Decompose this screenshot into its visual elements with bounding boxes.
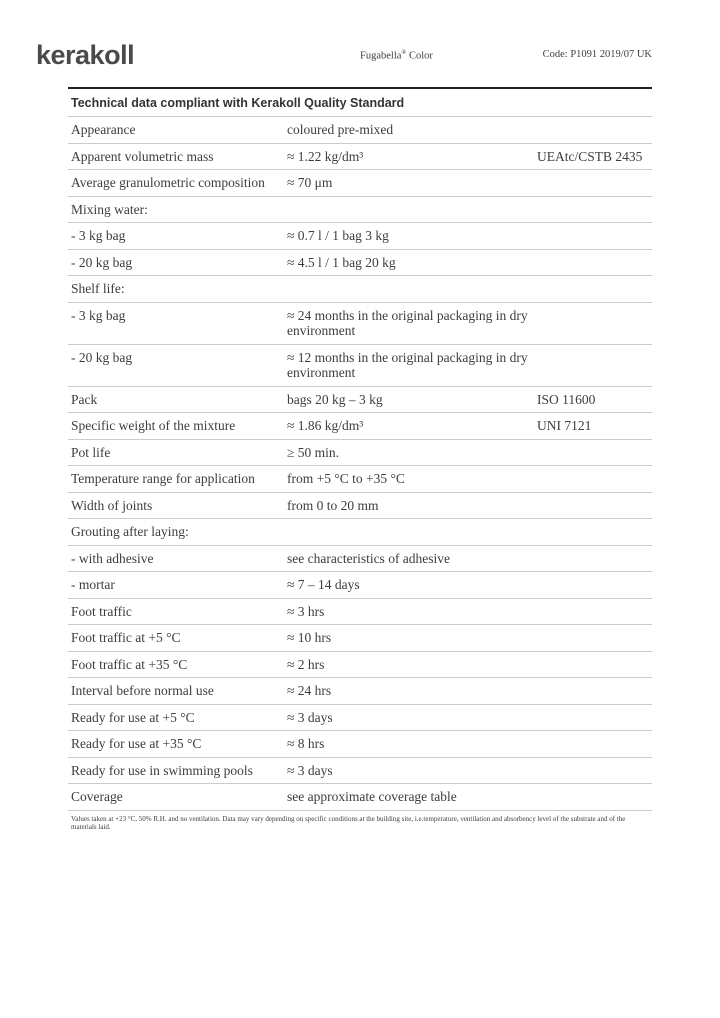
row-value: see characteristics of adhesive [287, 550, 451, 566]
table-row [68, 705, 652, 732]
table-row [68, 784, 652, 811]
row-value: ≈ 24 hrs [287, 683, 332, 698]
row-label: Pack [71, 391, 98, 407]
row-label: Coverage [71, 789, 123, 804]
row-label: Width of joints [71, 497, 153, 513]
row-label: - with adhesive [71, 550, 154, 566]
table-row [68, 572, 652, 599]
row-value: ≈ 3 days [287, 709, 333, 725]
table-row [68, 493, 652, 520]
table-row [68, 197, 652, 224]
row-value: ≈ 3 days [287, 762, 333, 778]
table-row [68, 144, 652, 171]
row-standard: UEAtc/CSTB 2435 [537, 148, 643, 164]
row-value: ≈ 0.7 l / 1 bag 3 kg [287, 228, 389, 243]
row-label: Interval before normal use [71, 683, 214, 698]
table-row [68, 345, 652, 387]
table-row [68, 758, 652, 785]
row-label: Mixing water: [71, 201, 148, 217]
row-label: Appearance [71, 122, 136, 137]
kerakoll-logo: kerakoll [36, 40, 135, 70]
row-label: Ready for use at +5 °C [71, 709, 195, 725]
table-row [68, 276, 652, 303]
registered-trademark-symbol: ® [401, 49, 407, 56]
row-value: ≈ 2 hrs [287, 656, 325, 672]
row-label: Average granulometric composition [71, 175, 265, 190]
row-value: ≈ 10 hrs [287, 630, 332, 645]
row-value: ≈ 8 hrs [287, 736, 325, 751]
table-row [68, 731, 652, 758]
row-value: see approximate coverage table [287, 789, 457, 804]
product-name-suffix: Color [406, 50, 433, 62]
row-label: Ready for use at +35 °C [71, 736, 202, 751]
row-label: Pot life [71, 444, 111, 460]
row-value: bags 20 kg – 3 kg [287, 391, 383, 407]
row-label: - 20 kg bag [71, 349, 133, 365]
table-row [68, 303, 652, 345]
table-row [68, 387, 652, 414]
row-label: - 20 kg bag [71, 254, 133, 270]
document-code: Code: P1091 2019/07 UK [542, 49, 652, 60]
row-value: ≈ 70 μm [287, 175, 333, 190]
table-row [68, 413, 652, 440]
table-row [68, 170, 652, 197]
row-label: Grouting after laying: [71, 524, 189, 539]
row-label: Temperature range for application [71, 471, 255, 486]
table-title: Technical data compliant with Kerakoll Quality Standard [68, 87, 652, 117]
row-value: ≈ 4.5 l / 1 bag 20 kg [287, 254, 396, 270]
row-label: Foot traffic at +35 °C [71, 656, 188, 672]
row-value: ≈ 3 hrs [287, 603, 325, 619]
table-row [68, 546, 652, 573]
product-name [360, 49, 433, 62]
table-row [68, 519, 652, 546]
row-value: ≈ 24 months in the original packaging in dry environment [287, 307, 528, 338]
row-label: Specific weight of the mixture [71, 418, 236, 433]
row-value: ≥ 50 min. [287, 444, 340, 460]
table-row [68, 117, 652, 144]
row-value: from 0 to 20 mm [287, 497, 379, 513]
row-value: ≈ 1.22 kg/dm³ [287, 148, 364, 164]
row-label: Shelf life: [71, 281, 125, 296]
table-row [68, 250, 652, 277]
table-row [68, 625, 652, 652]
row-value: coloured pre-mixed [287, 122, 394, 137]
row-value: ≈ 1.86 kg/dm³ [287, 418, 364, 433]
row-value: ≈ 7 – 14 days [287, 577, 360, 592]
technical-data-table [68, 87, 652, 832]
table-row [68, 466, 652, 493]
table-row [68, 223, 652, 250]
row-label: - 3 kg bag [71, 307, 126, 323]
row-value: ≈ 12 months in the original packaging in dry environment [287, 349, 528, 380]
table-footnote: Values taken at +23 °C, 50% R.H. and no ventilation. Data may vary depending on specific conditions at the building site, i.e.temperature, ventilation and absorbency level of the substrate and of the materials laid. [71, 814, 626, 831]
row-standard: UNI 7121 [537, 418, 592, 433]
row-label: - mortar [71, 577, 115, 592]
table-row [68, 678, 652, 705]
row-label: Foot traffic at +5 °C [71, 630, 181, 645]
row-label: Ready for use in swimming pools [71, 762, 253, 778]
product-name-base: Fugabella [360, 50, 402, 62]
row-label: Foot traffic [71, 603, 132, 619]
row-label: Apparent volumetric mass [71, 148, 214, 164]
row-value: from +5 °C to +35 °C [287, 471, 405, 486]
row-standard: ISO 11600 [537, 391, 596, 407]
table-row [68, 652, 652, 679]
technical-table-body [68, 117, 652, 811]
row-label: - 3 kg bag [71, 228, 126, 243]
table-row [68, 440, 652, 467]
table-row [68, 599, 652, 626]
